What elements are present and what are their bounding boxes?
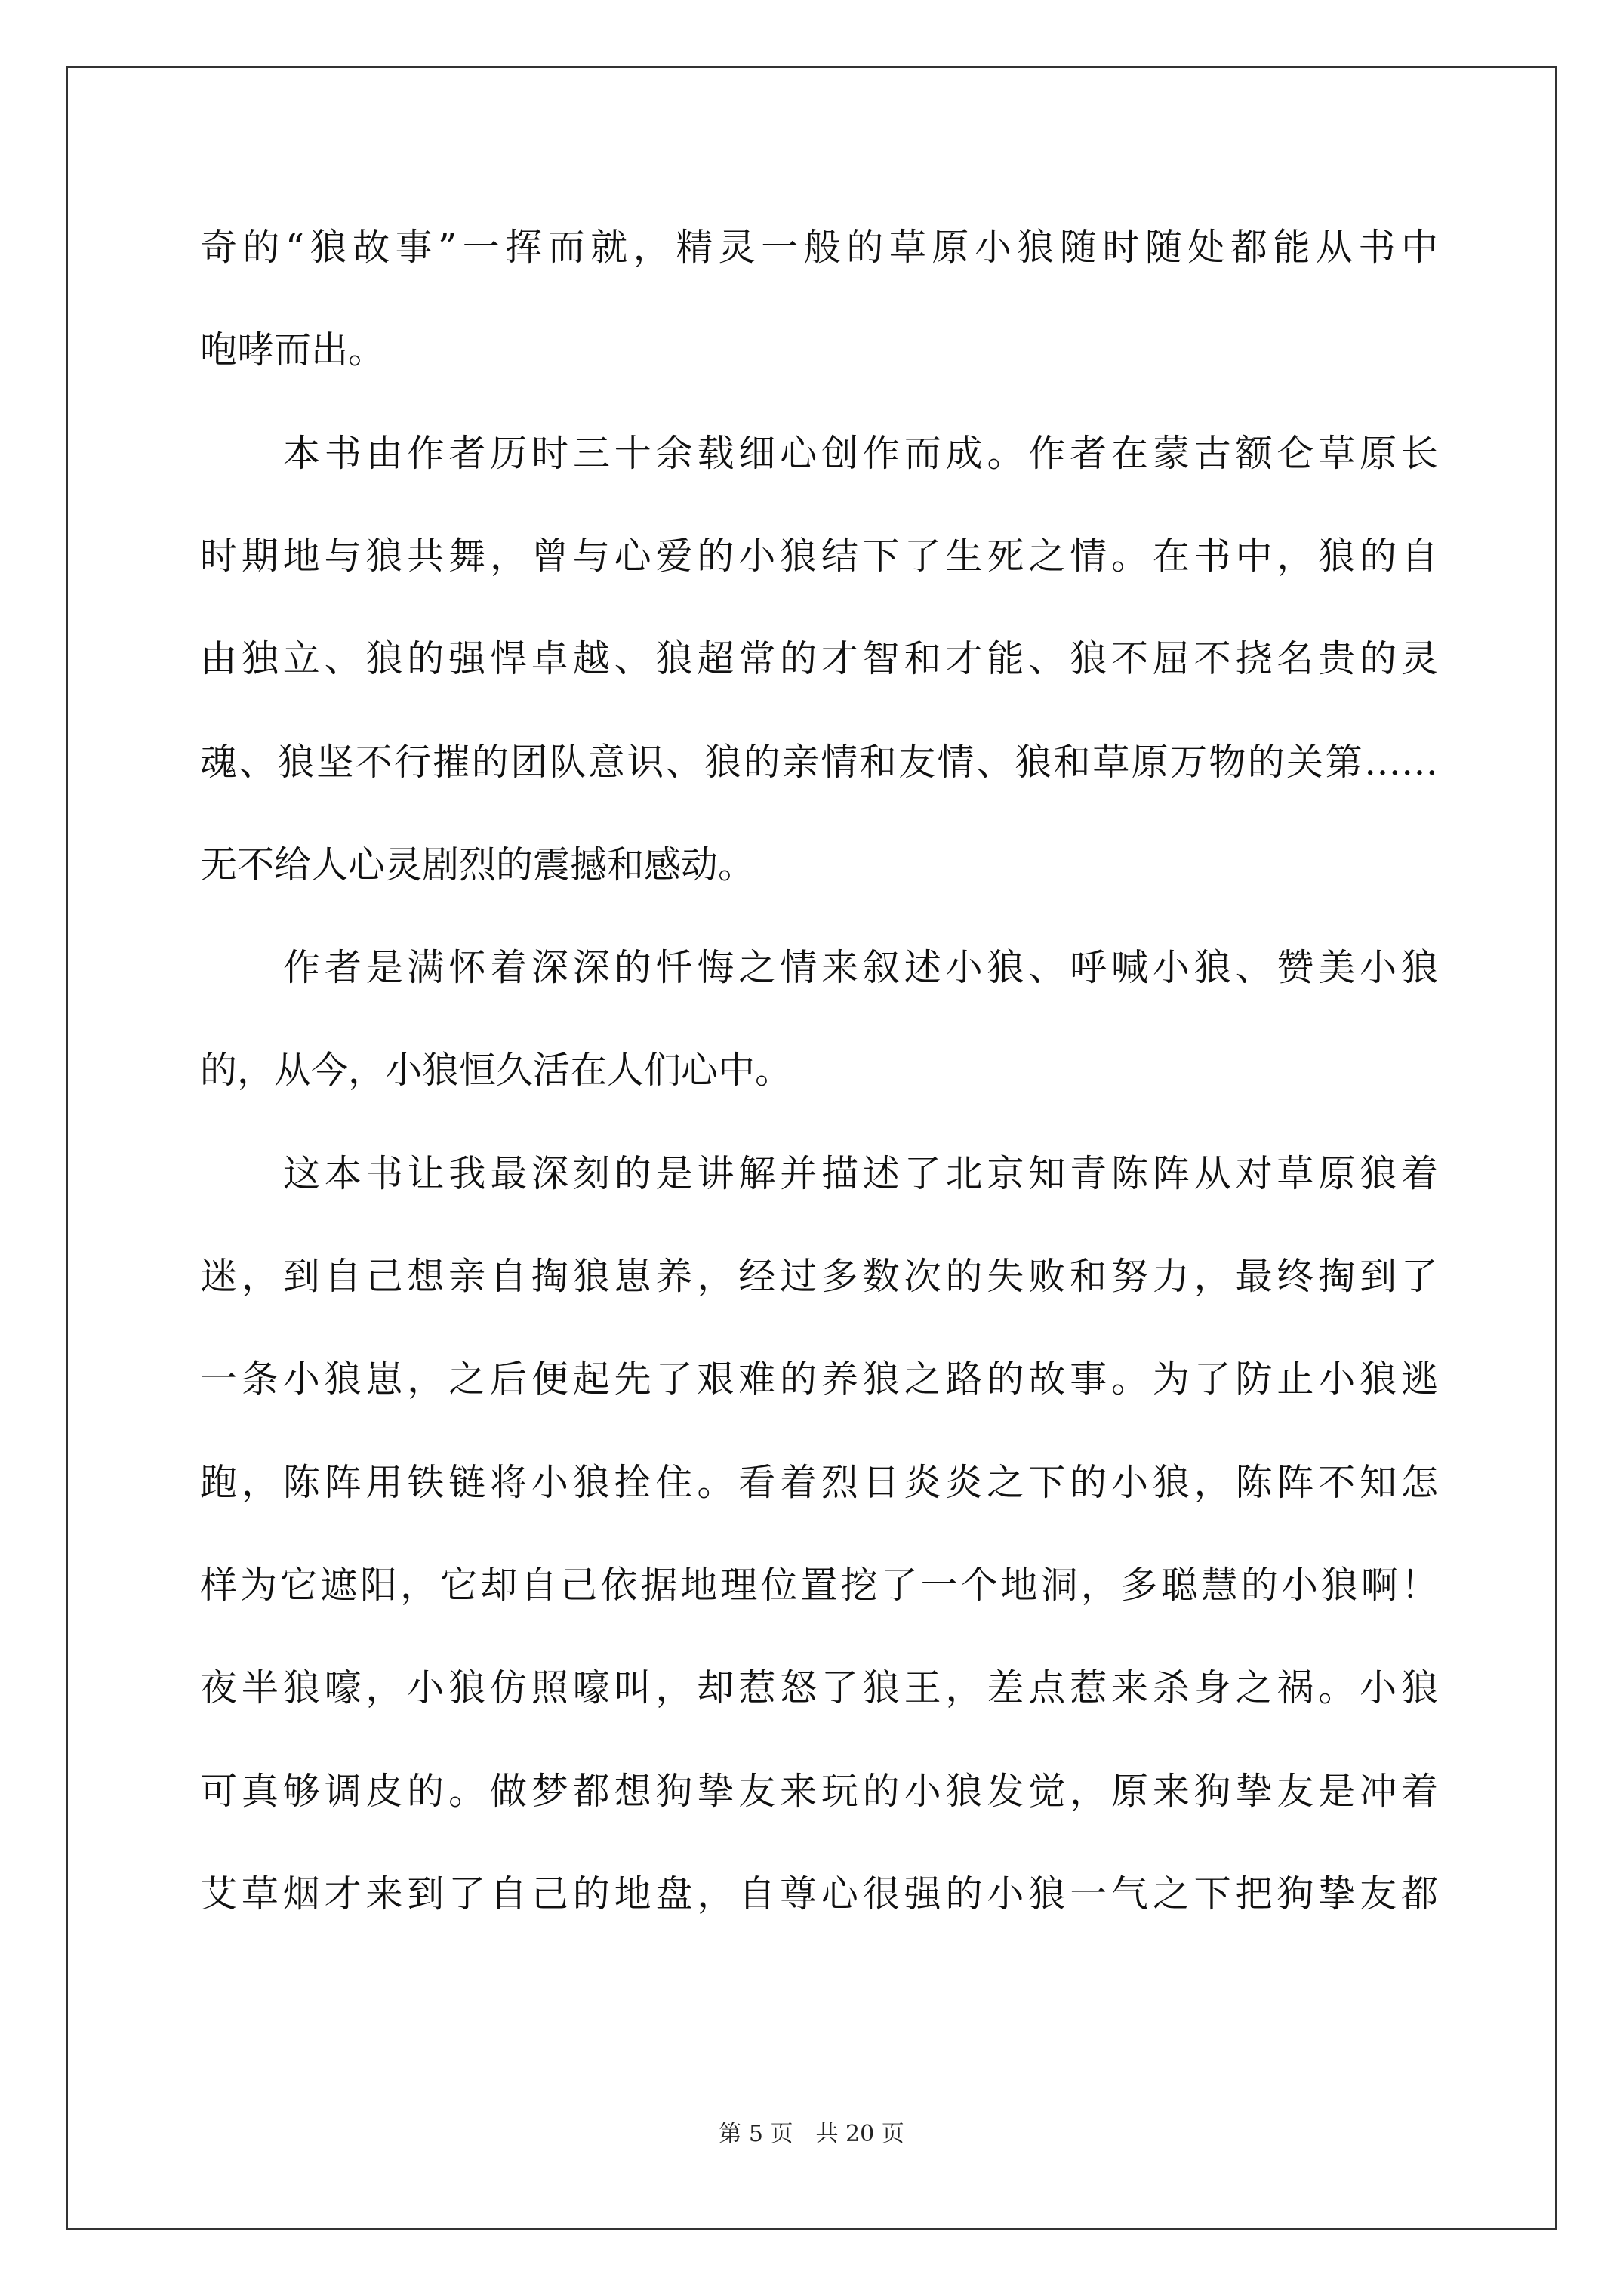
text-line: 的，从今，小狼恒久活在人们心中。 <box>200 1049 793 1093</box>
text-line: 咆哮而出。 <box>200 328 386 372</box>
page-number: 第 5 页 <box>719 2121 793 2147</box>
text-line: 作者是满怀着深深的忏悔之情来叙述小狼、呼喊小狼、赞美小狼 <box>283 946 1438 990</box>
text-line: 时期地与狼共舞，曾与心爱的小狼结下了生死之情。在书中，狼的自 <box>200 534 1438 578</box>
text-line: 迷，到自己想亲自掏狼崽养，经过多数次的失败和努力，最终掏到了 <box>200 1255 1438 1298</box>
text-line: 由独立、狼的强悍卓越、狼超常的才智和才能、狼不屈不挠名贵的灵 <box>200 637 1438 681</box>
text-line: 本书由作者历时三十余载细心创作而成。作者在蒙古额仑草原长 <box>283 431 1438 475</box>
text-line: 无不给人心灵剧烈的震撼和感动。 <box>200 843 756 886</box>
page-total: 共 20 页 <box>815 2121 904 2147</box>
text-line: 样为它遮阳，它却自己依据地理位置挖了一个地洞，多聪慧的小狼啊！ <box>200 1563 1438 1607</box>
text-line: 一条小狼崽，之后便起先了艰难的养狼之路的故事。为了防止小狼逃 <box>200 1358 1438 1401</box>
text-line: 这本书让我最深刻的是讲解并描述了北京知青陈阵从对草原狼着 <box>283 1151 1438 1195</box>
text-line: 奇的“狼故事”一挥而就，精灵一般的草原小狼随时随处都能从书中 <box>200 226 1438 269</box>
text-line: 艾草烟才来到了自己的地盘，自尊心很强的小狼一气之下把狗挚友都 <box>200 1872 1438 1915</box>
text-line: 跑，陈阵用铁链将小狼拴住。看着烈日炎炎之下的小狼，陈阵不知怎 <box>200 1460 1438 1504</box>
text-line: 魂、狼坚不行摧的团队意识、狼的亲情和友情、狼和草原万物的关第…… <box>200 740 1438 784</box>
page-footer <box>0 2119 1623 2150</box>
text-line: 可真够调皮的。做梦都想狗挚友来玩的小狼发觉，原来狗挚友是冲着 <box>200 1769 1438 1813</box>
text-line: 夜半狼嚎，小狼仿照嚎叫，却惹怒了狼王，差点惹来杀身之祸。小狼 <box>200 1666 1438 1710</box>
